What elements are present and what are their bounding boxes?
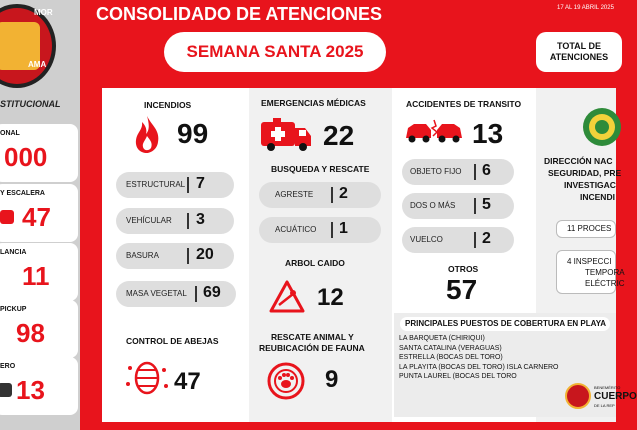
emergencias-title: EMERGENCIAS MÉDICAS — [261, 98, 366, 108]
sidebar-card — [0, 300, 78, 358]
fire-icon — [132, 114, 162, 154]
busqueda-item — [259, 217, 381, 243]
list-item: LA PLAYITA (BOCAS DEL TORO) ISLA CARNERO — [399, 363, 559, 371]
busqueda-item-label: AGRESTE — [275, 190, 314, 199]
sidebar-card — [0, 243, 78, 301]
beehive-icon — [124, 358, 170, 398]
incendios-item-label: MASA VEGETAL — [126, 289, 187, 298]
sidebar-card-label: ONAL — [0, 130, 20, 137]
bomberos-seal-logo — [565, 383, 591, 409]
incendios-panel — [102, 88, 249, 422]
arbol-total: 12 — [317, 284, 344, 311]
direccion-title-4: INCENDI — [580, 192, 615, 202]
incendios-item-label: ESTRUCTURAL — [126, 180, 186, 189]
tanker-truck-icon — [0, 383, 12, 397]
subtitle-pill: SEMANA SANTA 2025 — [164, 32, 386, 72]
busqueda-item-value: 1 — [339, 220, 348, 237]
inspecciones-line-1: 4 INSPECCI — [567, 257, 612, 266]
sidebar-card-value: 000 — [4, 142, 48, 172]
seal-text-2: CUERPO — [594, 391, 637, 402]
ladder-truck-icon — [0, 210, 14, 224]
incendios-item — [116, 243, 234, 269]
direccion-seal-icon — [582, 106, 622, 148]
incendios-item-value: 7 — [196, 175, 205, 192]
incendios-item — [116, 172, 234, 198]
chip-divider — [474, 164, 476, 180]
logo-text-bottom: AMA — [28, 60, 47, 69]
sidebar-card-label: LANCIA — [0, 249, 27, 256]
cobertura-section — [394, 313, 637, 417]
date-range: 17 AL 19 ABRIL 2025 — [557, 5, 614, 11]
sidebar-card — [0, 184, 78, 242]
accidentes-title: ACCIDENTES DE TRANSITO — [406, 99, 522, 109]
emergencias-total: 22 — [323, 120, 355, 151]
list-item: PUNTA LAUREL (BOCAS DEL TORO — [399, 373, 517, 380]
accidentes-item-value: 2 — [482, 230, 491, 247]
arbol-title: ARBOL CAIDO — [285, 258, 345, 268]
inspecciones-line-3: ELÉCTRIC — [585, 279, 625, 288]
chip-divider — [474, 232, 476, 248]
seal-text-3: DE LA REP — [594, 403, 615, 408]
incendios-item — [116, 208, 234, 234]
list-item: ESTRELLA (BOCAS DEL TORO) — [399, 354, 503, 361]
accidentes-item-label: OBJETO FIJO — [410, 167, 462, 176]
total-box — [536, 32, 622, 72]
inspecciones-box — [556, 250, 625, 294]
sidebar-card-label: ERO — [0, 363, 16, 370]
abejas-title: CONTROL DE ABEJAS — [126, 336, 219, 346]
incendios-item-label: BASURA — [126, 251, 159, 260]
chip-divider — [187, 248, 189, 264]
direccion-title-3: INVESTIGAC — [564, 180, 616, 190]
ambulance-icon — [259, 116, 313, 152]
accidentes-item-value: 5 — [482, 196, 491, 213]
cobertura-list — [399, 334, 559, 382]
busqueda-item-label: ACUÁTICO — [275, 225, 317, 234]
rescate-animal-title-1: RESCATE ANIMAL Y — [271, 332, 354, 342]
otros-total: 57 — [446, 274, 478, 305]
total-label-line1: TOTAL DE — [556, 41, 601, 51]
sidebar-card-value: 13 — [16, 375, 45, 405]
accidentes-item-label: VUELCO — [410, 235, 443, 244]
chip-divider — [187, 177, 189, 193]
rescate-animal-total: 9 — [325, 366, 339, 393]
chip-divider — [331, 222, 333, 238]
incendios-item-value: 3 — [196, 211, 205, 228]
chip-divider — [331, 187, 333, 203]
sidebar-card-value: 11 — [22, 261, 50, 291]
accidentes-item-label: DOS O MÁS — [410, 201, 456, 210]
rescate-animal-title-2: REUBICACIÓN DE FAUNA — [259, 343, 365, 353]
busqueda-title: BUSQUEDA Y RESCATE — [271, 164, 370, 174]
accidentes-item — [402, 227, 514, 253]
incendios-total: 99 — [177, 118, 209, 149]
cobertura-title: PRINCIPALES PUESTOS DE COBERTURA EN PLAYA — [400, 317, 610, 331]
sidebar-card — [0, 124, 78, 182]
otros-title: OTROS — [448, 264, 479, 274]
fallen-tree-icon — [269, 280, 305, 314]
accidentes-item-value: 6 — [482, 162, 491, 179]
busqueda-item — [259, 182, 381, 208]
accidentes-item — [402, 159, 514, 185]
inspecciones-line-2: TEMPORA — [585, 268, 625, 277]
incendios-item — [116, 281, 236, 307]
sidebar-card-label: PICKUP — [0, 306, 27, 313]
incendios-item-value: 20 — [196, 246, 214, 263]
sidebar-card-label: Y ESCALERA — [0, 190, 45, 197]
abejas-total: 47 — [174, 368, 201, 395]
total-label-line2: ATENCIONES — [549, 52, 609, 62]
sidebar-card-value: 98 — [16, 318, 45, 348]
sidebar-card-value: 47 — [22, 202, 51, 232]
chip-divider — [195, 286, 197, 302]
emergencias-panel — [249, 88, 392, 422]
list-item: SANTA CATALINA (VERAGUAS) — [399, 344, 502, 352]
direccion-title-2: SEGURIDAD, PRE — [548, 168, 622, 178]
logo-text-top: MOR — [34, 8, 53, 17]
accidentes-total: 13 — [472, 118, 504, 149]
sidebar-title: STITUCIONAL — [0, 99, 61, 109]
incendios-item-label: VEHÍCULAR — [126, 216, 172, 225]
paw-rescue-icon — [265, 360, 307, 402]
incendios-item-value: 69 — [203, 284, 221, 301]
direccion-title-1: DIRECCIÓN NAC — [544, 156, 613, 166]
incendios-title: INCENDIOS — [144, 100, 192, 110]
sidebar-card — [0, 357, 78, 415]
accidentes-item — [402, 193, 514, 219]
chip-divider — [187, 213, 189, 229]
chip-divider — [474, 198, 476, 214]
procesos-box: 11 PROCES — [556, 220, 616, 238]
page-title: CONSOLIDADO DE ATENCIONES — [96, 4, 383, 24]
list-item: LA BARQUETA (CHIRIQUI) — [399, 335, 485, 342]
seal-text-1: BENEMÉRITO — [594, 385, 621, 390]
sidebar — [0, 0, 80, 430]
busqueda-item-value: 2 — [339, 185, 348, 202]
car-crash-icon — [404, 118, 464, 146]
